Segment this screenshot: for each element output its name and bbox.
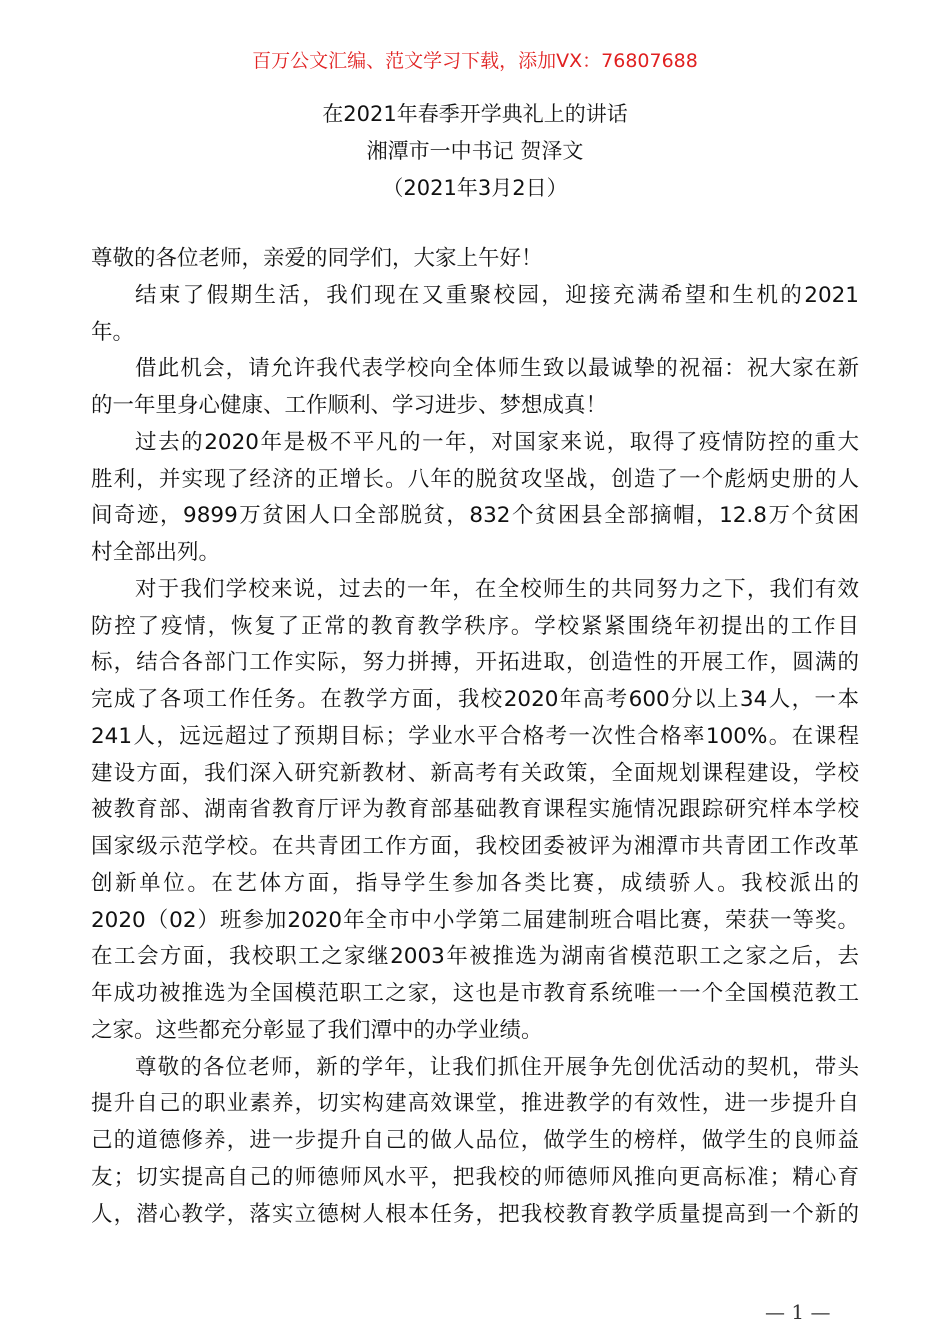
author-line: 湘潭市一中书记 贺泽文 [366, 139, 584, 163]
paragraph-line: 被教育部、湖南省教育厅评为教育部基础教育课程实施情况跟踪研究样本学校 [91, 797, 859, 823]
document-title: 在2021年春季开学典礼上的讲话 [322, 102, 628, 126]
paragraph-line: 防控了疫情，恢复了正常的教育教学秩序。学校紧紧围绕年初提出的工作目 [91, 613, 859, 639]
paragraph-line: 国家级示范学校。在共青团工作方面，我校团委被评为湘潭市共青团工作改革 [91, 834, 859, 859]
paragraph-line: 完成了各项工作任务。在教学方面，我校2020年高考600分以上34人，一本 [91, 687, 859, 712]
paragraph-line: 2020（02）班参加2020年全市中小学第二届建制班合唱比赛，荣获一等奖。 [91, 907, 859, 933]
paragraph-line: 胜利，并实现了经济的正增长。八年的脱贫攻坚战，创造了一个彪炳史册的人 [91, 466, 859, 492]
paragraph-line: 之家。这些都充分彰显了我们潭中的办学业绩。 [91, 1017, 543, 1043]
paragraph-line: 村全部出列。 [91, 540, 221, 565]
paragraph-line: 尊敬的各位老师，亲爱的同学们，大家上午好！ [91, 246, 543, 271]
paragraph-line: 借此机会，请允许我代表学校向全体师生致以最诚挚的祝福：祝大家在新 [135, 356, 859, 382]
paragraph-line: 提升自己的职业素养，切实构建高效课堂，推进教学的有效性，进一步提升自 [91, 1091, 859, 1117]
paragraph-line: 尊敬的各位老师，新的学年，让我们抓住开展争先创优活动的契机，带头 [135, 1054, 859, 1080]
paragraph-line: 年。 [91, 319, 135, 345]
paragraph-line: 创新单位。在艺体方面，指导学生参加各类比赛，成绩骄人。我校派出的 [91, 870, 859, 896]
paragraph-line: 己的道德修养，进一步提升自己的做人品位，做学生的榜样，做学生的良师益 [91, 1128, 859, 1153]
paragraph-line: 在工会方面，我校职工之家继2003年被推选为湖南省模范职工之家之后，去 [91, 944, 859, 970]
document-body [91, 241, 859, 1233]
paragraph-line: 结束了假期生活，我们现在又重聚校园，迎接充满希望和生机的2021 [135, 282, 859, 308]
date-line: （2021年3月2日） [382, 176, 568, 200]
watermark-banner: 百万公文汇编、范文学习下载，添加VX：76807688 [252, 50, 698, 72]
paragraph-line: 的一年里身心健康、工作顺利、学习进步、梦想成真！ [91, 393, 608, 418]
paragraph-line: 标，结合各部门工作实际，努力拼搏，开拓进取，创造性的开展工作，圆满的 [91, 650, 859, 676]
paragraph-line: 对于我们学校来说，过去的一年，在全校师生的共同努力之下，我们有效 [135, 576, 859, 602]
paragraph-line: 建设方面，我们深入研究新教材、新高考有关政策，全面规划课程建设，学校 [91, 760, 859, 786]
paragraph-line: 241人，远远超过了预期目标；学业水平合格考一次性合格率100%。在课程 [91, 723, 859, 749]
page-number: — 1 — [765, 1300, 831, 1324]
paragraph-line: 人，潜心教学，落实立德树人根本任务，把我校教育教学质量提高到一个新的 [91, 1201, 859, 1227]
paragraph-line: 友；切实提高自己的师德师风水平，把我校的师德师风推向更高标准；精心育 [91, 1164, 859, 1190]
paragraph-line: 过去的2020年是极不平凡的一年，对国家来说，取得了疫情防控的重大 [135, 429, 859, 455]
paragraph-line: 年成功被推选为全国模范职工之家，这也是市教育系统唯一一个全国模范教工 [91, 981, 859, 1006]
paragraph-line: 间奇迹，9899万贫困人口全部脱贫，832个贫困县全部摘帽，12.8万个贫困 [91, 503, 859, 529]
